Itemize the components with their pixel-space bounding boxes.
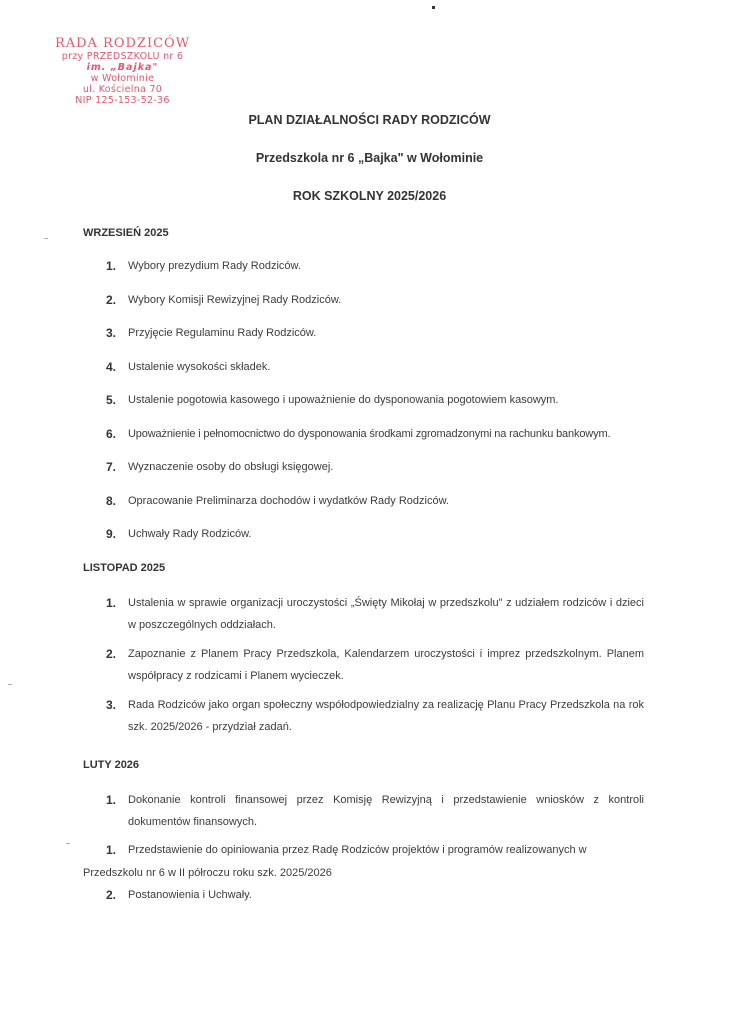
list-item	[106, 460, 683, 474]
document-subtitle: Przedszkola nr 6 „Bajka" w Wołominie	[255, 151, 484, 165]
scan-artifact-mark	[66, 843, 70, 844]
list-item	[106, 259, 683, 273]
section-heading-november: LISTOPAD 2025	[83, 562, 166, 574]
item-text: Wybory Komisji Rewizyjnej Rady Rodziców.	[128, 293, 342, 306]
list-item	[106, 360, 683, 374]
scan-artifact-mark	[44, 238, 48, 239]
item-text: Dokonanie kontroli finansowej przez Komisję Rewizyjną i przedstawienie wniosków z kontroli dokumentów finansowych.	[128, 794, 644, 828]
february-list	[83, 793, 683, 902]
item-text: Przedstawienie do opiniowania przez Radę Rodziców projektów i programów realizowanych w	[128, 844, 587, 856]
item-number: 2.	[106, 292, 117, 307]
stamp-title: RADA RODZICÓW	[54, 36, 191, 51]
november-list	[83, 596, 683, 738]
document-body	[83, 226, 683, 902]
item-text: Ustalenie pogotowia kasowego i upoważnienie do dysponowania pogotowiem kasowym.	[128, 394, 559, 406]
list-item	[106, 843, 683, 857]
september-list	[83, 259, 683, 541]
item-text: Przyjęcie Regulaminu Rady Rodziców.	[128, 327, 317, 339]
list-item	[106, 793, 683, 833]
item-text: Wybory prezydium Rady Rodziców.	[128, 260, 301, 272]
section-heading-september: WRZESIEŃ 2025	[83, 227, 169, 239]
scan-artifact-dot	[432, 6, 435, 9]
stamp-nip: NIP 125-153-52-36	[75, 95, 170, 106]
scan-artifact-mark	[8, 684, 12, 685]
section-heading-february: LUTY 2026	[83, 759, 140, 771]
item-text: Postanowienia i Uchwały.	[128, 889, 252, 901]
list-item	[106, 326, 683, 340]
item-number: 3.	[106, 326, 117, 340]
stamp-line: w Wołominie	[90, 73, 155, 84]
stamp-line: przy PRZEDSZKOLU nr 6	[61, 51, 184, 62]
item-number: 3.	[106, 698, 117, 712]
item-text: Opracowanie Preliminarza dochodów i wydatków Rady Rodziców.	[128, 494, 449, 507]
item-text: Ustalenie wysokości składek.	[128, 360, 271, 373]
list-item	[106, 698, 683, 738]
item-number: 1.	[106, 596, 117, 610]
item-number: 5.	[106, 393, 117, 407]
stamp-name: im. „Bajka"	[86, 62, 159, 73]
list-item	[106, 647, 683, 687]
item-text: Wyznaczenie osoby do obsługi księgowej.	[128, 461, 334, 473]
item-text: Rada Rodziców jako organ społeczny współodpowiedzialny za realizację Planu Pracy Przedszkola na rok szk. 2025/2026 - przydział zadań.	[128, 699, 644, 733]
item-number: 9.	[106, 527, 117, 541]
item-number: 2.	[106, 888, 117, 902]
item-number: 8.	[106, 493, 117, 508]
item-text: Zapoznanie z Planem Pracy Przedszkola, Kalendarzem uroczystości i imprez przedszkolnym. Planem współpracy z rodzicami i Planem wycieczek.	[128, 648, 644, 682]
list-item	[106, 293, 683, 307]
item-number: 1.	[106, 843, 117, 857]
rubber-stamp	[40, 37, 205, 106]
document-header	[0, 112, 739, 226]
list-item	[106, 427, 683, 441]
stamp-address: ul. Kościelna 70	[82, 84, 163, 95]
item-text: Upoważnienie i pełnomocnictwo do dysponowania środkami zgromadzonymi na rachunku bankowym.	[128, 427, 611, 440]
item-text: Ustalenia w sprawie organizacji uroczystości „Święty Mikołaj w przedszkolu" z udziałem rodziców i dzieci w poszczególnych oddziałach.	[128, 597, 644, 631]
item-number: 6.	[106, 426, 117, 441]
item-number: 2.	[106, 647, 117, 661]
item-number: 1.	[106, 793, 117, 807]
item-text-continuation: Przedszkolu nr 6 w II półroczu roku szk. 2025/2026	[83, 867, 332, 879]
school-year: ROK SZKOLNY 2025/2026	[292, 189, 447, 203]
list-item	[106, 494, 683, 508]
list-item	[106, 527, 683, 541]
item-number: 1.	[106, 259, 117, 273]
list-item	[106, 393, 683, 407]
item-number: 4.	[106, 359, 117, 374]
document-title: PLAN DZIAŁALNOŚCI RADY RODZICÓW	[248, 113, 491, 127]
item-text: Uchwały Rady Rodziców.	[128, 528, 252, 540]
list-item	[106, 888, 683, 902]
item-number: 7.	[106, 460, 117, 474]
list-item	[106, 596, 683, 636]
